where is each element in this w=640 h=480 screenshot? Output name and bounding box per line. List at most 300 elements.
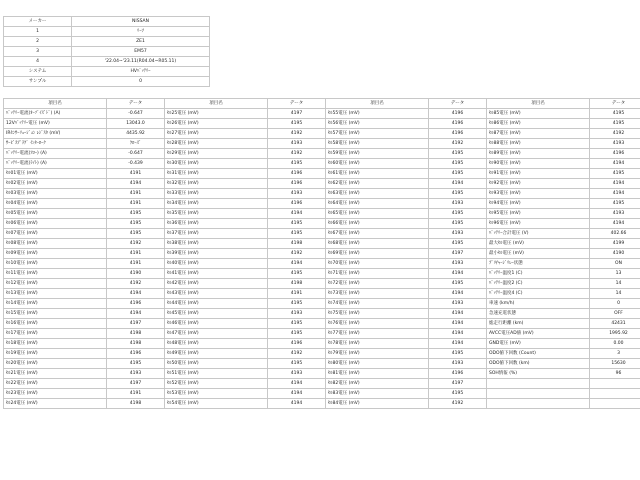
item-name-cell: ｾﾙ25電圧 (mV) <box>165 109 268 119</box>
item-name-cell: ｾﾙ58電圧 (mV) <box>326 139 429 149</box>
item-name-cell: ｾﾙ72電圧 (mV) <box>326 279 429 289</box>
item-value-cell: 4193 <box>429 299 487 309</box>
info-label: サンプル <box>4 77 72 87</box>
info-row <box>4 37 210 47</box>
item-name-cell: ｾﾙ96電圧 (mV) <box>487 219 590 229</box>
item-name-cell: ｾﾙ52電圧 (mV) <box>165 379 268 389</box>
info-row <box>4 77 210 87</box>
table-row <box>4 199 640 209</box>
table-row <box>4 229 640 239</box>
item-value-cell: 4197 <box>107 319 165 329</box>
item-name-cell: 最小ｾﾙ電圧 (mV) <box>487 249 590 259</box>
item-name-cell: ｾﾙ20電圧 (mV) <box>4 359 107 369</box>
vehicle-info-table <box>3 16 210 87</box>
header-data: データ <box>268 99 326 109</box>
item-name-cell: ｾﾙ90電圧 (mV) <box>487 159 590 169</box>
item-name-cell: ｾﾙ49電圧 (mV) <box>165 349 268 359</box>
item-name-cell: ｾﾙ82電圧 (mV) <box>326 379 429 389</box>
item-value-cell: 42431 <box>590 319 640 329</box>
item-value-cell: 4195 <box>107 219 165 229</box>
item-name-cell: ｾﾙ09電圧 (mV) <box>4 249 107 259</box>
item-name-cell: ｾﾙ38電圧 (mV) <box>165 239 268 249</box>
item-name-cell: IRｾﾝｻｰﾘｭｰｼﾞｮﾝ ﾚｼﾞｽﾀ (mV) <box>4 129 107 139</box>
item-value-cell: 4194 <box>429 289 487 299</box>
item-value-cell: 4195 <box>268 359 326 369</box>
item-name-cell: ｾﾙ48電圧 (mV) <box>165 339 268 349</box>
info-label: メーカー <box>4 17 72 27</box>
item-name-cell: ｾﾙ17電圧 (mV) <box>4 329 107 339</box>
item-name-cell: ｾﾙ53電圧 (mV) <box>165 389 268 399</box>
item-name-cell: ｾﾙ51電圧 (mV) <box>165 369 268 379</box>
item-name-cell: AVCC電圧AD値 (mV) <box>487 329 590 339</box>
item-value-cell: 1995.92 <box>590 329 640 339</box>
item-value-cell: 4192 <box>107 279 165 289</box>
info-label: 3 <box>4 47 72 57</box>
item-value-cell: -0.647 <box>107 109 165 119</box>
item-name-cell: ｾﾙ55電圧 (mV) <box>326 109 429 119</box>
item-value-cell: 3 <box>590 349 640 359</box>
item-value-cell: 4192 <box>429 399 487 409</box>
table-row <box>4 179 640 189</box>
item-value-cell: 4192 <box>268 349 326 359</box>
item-value-cell: 4195 <box>429 279 487 289</box>
header-data: データ <box>429 99 487 109</box>
item-value-cell: 4193 <box>107 369 165 379</box>
table-row <box>4 349 640 359</box>
table-row <box>4 359 640 369</box>
item-name-cell: ｾﾙ39電圧 (mV) <box>165 249 268 259</box>
item-value-cell: 4196 <box>268 169 326 179</box>
item-name-cell <box>487 389 590 399</box>
item-value-cell: 4195 <box>268 159 326 169</box>
table-row <box>4 139 640 149</box>
item-value-cell: 14 <box>590 279 640 289</box>
item-value-cell: 4195 <box>107 359 165 369</box>
item-name-cell: SOH情報 (%) <box>487 369 590 379</box>
item-name-cell: ｾﾙ67電圧 (mV) <box>326 229 429 239</box>
item-name-cell: ｾﾙ45電圧 (mV) <box>165 309 268 319</box>
item-value-cell: 4195 <box>429 219 487 229</box>
item-name-cell: ｾﾙ11電圧 (mV) <box>4 269 107 279</box>
item-value-cell: 4194 <box>268 399 326 409</box>
item-name-cell: ｾﾙ54電圧 (mV) <box>165 399 268 409</box>
item-name-cell: ODO値下回数 (Count) <box>487 349 590 359</box>
grid-header-row <box>4 99 640 109</box>
item-value-cell: 4191 <box>107 199 165 209</box>
item-name-cell: ｾﾙ73電圧 (mV) <box>326 289 429 299</box>
item-value-cell: 4193 <box>429 359 487 369</box>
item-name-cell: ｾﾙ13電圧 (mV) <box>4 289 107 299</box>
item-value-cell: 4195 <box>268 299 326 309</box>
table-row <box>4 259 640 269</box>
item-name-cell: 12Vﾊﾞｯﾃﾘｰ電圧 (mV) <box>4 119 107 129</box>
item-name-cell: ｾﾙ50電圧 (mV) <box>165 359 268 369</box>
table-row <box>4 389 640 399</box>
info-label: 4 <box>4 57 72 67</box>
item-name-cell: ｾﾙ35電圧 (mV) <box>165 209 268 219</box>
item-value-cell: 4192 <box>590 129 640 139</box>
item-name-cell: ﾊﾞｯﾃﾘｰ温度1 (C) <box>487 269 590 279</box>
table-row <box>4 309 640 319</box>
item-value-cell: 4195 <box>429 189 487 199</box>
item-value-cell: 4194 <box>590 189 640 199</box>
item-name-cell: ｾﾙ14電圧 (mV) <box>4 299 107 309</box>
item-value-cell: 4195 <box>590 119 640 129</box>
item-value-cell: 4195 <box>268 269 326 279</box>
info-value: 0 <box>72 77 210 87</box>
item-name-cell: ｾﾙ81電圧 (mV) <box>326 369 429 379</box>
item-name-cell: ｾﾙ33電圧 (mV) <box>165 189 268 199</box>
item-name-cell: ｾﾙ68電圧 (mV) <box>326 239 429 249</box>
item-name-cell: ﾊﾞｯﾃﾘｰ温度4 (C) <box>487 289 590 299</box>
item-value-cell: 4194 <box>590 159 640 169</box>
item-name-cell: ｾﾙ06電圧 (mV) <box>4 219 107 229</box>
table-row <box>4 249 640 259</box>
item-name-cell: 総走行距離 (km) <box>487 319 590 329</box>
item-value-cell: 96 <box>590 369 640 379</box>
item-value-cell: 4194 <box>429 319 487 329</box>
item-name-cell: ｾﾙ63電圧 (mV) <box>326 189 429 199</box>
item-name-cell: ｾﾙ40電圧 (mV) <box>165 259 268 269</box>
item-name-cell: ｾﾙ64電圧 (mV) <box>326 199 429 209</box>
item-value-cell: 4198 <box>268 239 326 249</box>
item-value-cell: 4196 <box>107 299 165 309</box>
item-value-cell: 4192 <box>268 249 326 259</box>
item-name-cell: 急速充電状態 <box>487 309 590 319</box>
item-value-cell: 4194 <box>268 389 326 399</box>
table-row <box>4 379 640 389</box>
item-name-cell: ｾﾙ07電圧 (mV) <box>4 229 107 239</box>
item-name-cell: ｾﾙ05電圧 (mV) <box>4 209 107 219</box>
item-value-cell: 4194 <box>268 379 326 389</box>
item-name-cell: ｾﾙ94電圧 (mV) <box>487 199 590 209</box>
item-value-cell: 4195 <box>268 329 326 339</box>
header-item-name: 項目名 <box>487 99 590 109</box>
item-value-cell: 4193 <box>268 309 326 319</box>
item-value-cell: 4197 <box>429 379 487 389</box>
table-row <box>4 289 640 299</box>
item-value-cell: 4192 <box>268 129 326 139</box>
item-value-cell: 4191 <box>107 249 165 259</box>
table-row <box>4 269 640 279</box>
table-row <box>4 299 640 309</box>
item-value-cell: 4196 <box>268 199 326 209</box>
item-value-cell: 4195 <box>590 109 640 119</box>
item-value-cell: 4194 <box>429 329 487 339</box>
item-name-cell: ｾﾙ46電圧 (mV) <box>165 319 268 329</box>
item-name-cell: ｾﾙ80電圧 (mV) <box>326 359 429 369</box>
item-value-cell: 4193 <box>429 229 487 239</box>
item-name-cell: ｾﾙ19電圧 (mV) <box>4 349 107 359</box>
table-row <box>4 219 640 229</box>
item-name-cell: ｾﾙ29電圧 (mV) <box>165 149 268 159</box>
item-value-cell: OFF <box>590 309 640 319</box>
item-value-cell: 4195 <box>590 169 640 179</box>
info-value: NISSAN <box>72 17 210 27</box>
vehicle-info-body <box>4 17 210 87</box>
item-value-cell: 4194 <box>268 209 326 219</box>
item-value-cell: 4195 <box>268 119 326 129</box>
item-value-cell: 4196 <box>268 179 326 189</box>
item-name-cell: ｾﾙ02電圧 (mV) <box>4 179 107 189</box>
item-name-cell: ｾﾙ18電圧 (mV) <box>4 339 107 349</box>
info-label: 2 <box>4 37 72 47</box>
item-value-cell: 4193 <box>590 139 640 149</box>
item-value-cell: 4194 <box>107 309 165 319</box>
item-name-cell: 車速 (km/h) <box>487 299 590 309</box>
header-item-name: 項目名 <box>4 99 107 109</box>
info-row <box>4 47 210 57</box>
item-value-cell: 4194 <box>429 269 487 279</box>
item-name-cell: ｾﾙ15電圧 (mV) <box>4 309 107 319</box>
item-value-cell: 402.66 <box>590 229 640 239</box>
item-name-cell: ｾﾙ42電圧 (mV) <box>165 279 268 289</box>
item-name-cell: ｾﾙ65電圧 (mV) <box>326 209 429 219</box>
item-value-cell: 4195 <box>429 349 487 359</box>
table-row <box>4 399 640 409</box>
item-name-cell: ｾﾙ16電圧 (mV) <box>4 319 107 329</box>
item-name-cell: ｾﾙ95電圧 (mV) <box>487 209 590 219</box>
item-name-cell <box>487 399 590 409</box>
table-row <box>4 319 640 329</box>
item-value-cell: 4197 <box>429 249 487 259</box>
info-label: システム <box>4 67 72 77</box>
item-value-cell: 4195 <box>429 149 487 159</box>
header-item-name: 項目名 <box>326 99 429 109</box>
item-name-cell: ｾﾙ93電圧 (mV) <box>487 189 590 199</box>
item-name-cell: ｾﾙ91電圧 (mV) <box>487 169 590 179</box>
item-value-cell: 13 <box>590 269 640 279</box>
item-name-cell: ｾﾙ76電圧 (mV) <box>326 319 429 329</box>
item-value-cell: 4191 <box>107 189 165 199</box>
item-value-cell: 4198 <box>107 399 165 409</box>
item-name-cell: ｾﾙ41電圧 (mV) <box>165 269 268 279</box>
item-value-cell: 4195 <box>107 229 165 239</box>
item-value-cell <box>590 379 640 389</box>
item-name-cell: ｾﾙ44電圧 (mV) <box>165 299 268 309</box>
info-row <box>4 27 210 37</box>
item-value-cell: -0.647 <box>107 149 165 159</box>
item-name-cell: ｾﾙ24電圧 (mV) <box>4 399 107 409</box>
item-name-cell: ｾﾙ61電圧 (mV) <box>326 169 429 179</box>
item-value-cell: 4198 <box>107 329 165 339</box>
item-name-cell: ｾﾙ62電圧 (mV) <box>326 179 429 189</box>
item-name-cell: ｾﾙ84電圧 (mV) <box>326 399 429 409</box>
item-value-cell: -0.439 <box>107 159 165 169</box>
item-name-cell: ｾﾙ01電圧 (mV) <box>4 169 107 179</box>
item-name-cell: ｾﾙ32電圧 (mV) <box>165 179 268 189</box>
info-row <box>4 17 210 27</box>
info-row <box>4 67 210 77</box>
item-value-cell: ON <box>590 259 640 269</box>
item-value-cell: 4194 <box>590 219 640 229</box>
info-value: ZE1 <box>72 37 210 47</box>
info-value: ﾘｰﾌ <box>72 27 210 37</box>
info-value: EM57 <box>72 47 210 57</box>
item-value-cell: 4195 <box>268 319 326 329</box>
item-name-cell: 最大ｾﾙ電圧 (mV) <box>487 239 590 249</box>
item-value-cell: 4192 <box>268 149 326 159</box>
item-name-cell: ﾊﾞｯﾃﾘｰ電流(ﾌﾛｰ) (A) <box>4 149 107 159</box>
item-name-cell: ﾊﾞｯﾃﾘｰ電流(ﾗｲﾄ) (A) <box>4 159 107 169</box>
table-row <box>4 159 640 169</box>
item-value-cell: 4194 <box>429 339 487 349</box>
item-value-cell: 4198 <box>268 279 326 289</box>
item-name-cell: ﾌﾟﾘﾁｬｰｼﾞﾘﾚｰ状態 <box>487 259 590 269</box>
item-value-cell: 4195 <box>429 389 487 399</box>
item-value-cell: 4197 <box>107 379 165 389</box>
item-value-cell: 4191 <box>107 389 165 399</box>
item-name-cell: ｾﾙ75電圧 (mV) <box>326 309 429 319</box>
item-name-cell: ｾﾙ79電圧 (mV) <box>326 349 429 359</box>
item-name-cell: ODO値下回数 (km) <box>487 359 590 369</box>
item-value-cell: 4191 <box>268 289 326 299</box>
item-value-cell: 4194 <box>429 179 487 189</box>
table-row <box>4 189 640 199</box>
item-value-cell: 4192 <box>429 139 487 149</box>
item-name-cell: ｾﾙ08電圧 (mV) <box>4 239 107 249</box>
item-value-cell <box>590 389 640 399</box>
item-value-cell: ｸﾛｰｽﾞ <box>107 139 165 149</box>
item-name-cell: ｾﾙ26電圧 (mV) <box>165 119 268 129</box>
table-row <box>4 209 640 219</box>
item-value-cell: 4194 <box>107 289 165 299</box>
item-name-cell: ｾﾙ23電圧 (mV) <box>4 389 107 399</box>
item-name-cell: ｾﾙ60電圧 (mV) <box>326 159 429 169</box>
item-name-cell: ﾊﾞｯﾃﾘｰ合計電圧 (V) <box>487 229 590 239</box>
item-value-cell: 4191 <box>107 169 165 179</box>
table-row <box>4 109 640 119</box>
item-name-cell: ｾﾙ22電圧 (mV) <box>4 379 107 389</box>
item-value-cell: 4194 <box>590 179 640 189</box>
item-name-cell: ｾﾙ69電圧 (mV) <box>326 249 429 259</box>
data-grid-body <box>4 109 640 409</box>
item-value-cell: 4435.92 <box>107 129 165 139</box>
table-row <box>4 119 640 129</box>
item-name-cell: ｾﾙ27電圧 (mV) <box>165 129 268 139</box>
item-name-cell: ｾﾙ87電圧 (mV) <box>487 129 590 139</box>
item-value-cell: 4196 <box>429 109 487 119</box>
data-grid-table <box>3 98 640 409</box>
item-value-cell: 4195 <box>429 169 487 179</box>
item-name-cell: ｾﾙ89電圧 (mV) <box>487 149 590 159</box>
item-name-cell: ﾊﾞｯﾃﾘｰ温度2 (C) <box>487 279 590 289</box>
item-value-cell: 4196 <box>429 129 487 139</box>
item-name-cell: ｾﾙ04電圧 (mV) <box>4 199 107 209</box>
item-value-cell: 4195 <box>429 239 487 249</box>
item-value-cell: 4193 <box>590 209 640 219</box>
item-value-cell: 4196 <box>429 119 487 129</box>
item-value-cell: 4199 <box>590 239 640 249</box>
item-value-cell: 4195 <box>590 199 640 209</box>
item-name-cell: ﾊﾞｯﾃﾘｰ電流(ｵｰｿﾞｲｽﾞﾄﾞ) (A) <box>4 109 107 119</box>
item-name-cell: ｾﾙ59電圧 (mV) <box>326 149 429 159</box>
item-name-cell: ｾﾙ57電圧 (mV) <box>326 129 429 139</box>
item-name-cell: ｾﾙ30電圧 (mV) <box>165 159 268 169</box>
item-value-cell: 4193 <box>268 189 326 199</box>
item-name-cell: ｾﾙ74電圧 (mV) <box>326 299 429 309</box>
item-name-cell: ｾﾙ92電圧 (mV) <box>487 179 590 189</box>
item-value-cell: 4194 <box>268 259 326 269</box>
item-value-cell: 4193 <box>268 139 326 149</box>
item-name-cell: ｾﾙ56電圧 (mV) <box>326 119 429 129</box>
item-value-cell <box>590 399 640 409</box>
header-data: データ <box>107 99 165 109</box>
item-value-cell: 4198 <box>107 339 165 349</box>
item-value-cell: 4195 <box>429 209 487 219</box>
item-value-cell: 4196 <box>429 369 487 379</box>
item-value-cell: 4193 <box>429 259 487 269</box>
item-value-cell: 15630 <box>590 359 640 369</box>
item-name-cell: ｾﾙ28電圧 (mV) <box>165 139 268 149</box>
item-value-cell: 4195 <box>268 219 326 229</box>
item-name-cell: ｾﾙ88電圧 (mV) <box>487 139 590 149</box>
item-value-cell: 4194 <box>107 179 165 189</box>
item-name-cell: ｾﾙ10電圧 (mV) <box>4 259 107 269</box>
item-name-cell: ｾﾙ31電圧 (mV) <box>165 169 268 179</box>
item-name-cell: ｾﾙ85電圧 (mV) <box>487 109 590 119</box>
item-value-cell: 0 <box>590 299 640 309</box>
item-name-cell: ｾﾙ83電圧 (mV) <box>326 389 429 399</box>
item-value-cell: 4195 <box>429 159 487 169</box>
item-value-cell: 4190 <box>107 269 165 279</box>
table-row <box>4 329 640 339</box>
info-value: '22.04~'23.11(R04.04~R05.11) <box>72 57 210 67</box>
item-name-cell: ｾﾙ43電圧 (mV) <box>165 289 268 299</box>
item-name-cell: ｾﾙ66電圧 (mV) <box>326 219 429 229</box>
item-value-cell: 4193 <box>268 369 326 379</box>
table-row <box>4 339 640 349</box>
item-name-cell <box>487 379 590 389</box>
item-value-cell: 13043.0 <box>107 119 165 129</box>
table-row <box>4 169 640 179</box>
item-name-cell: ｾﾙ37電圧 (mV) <box>165 229 268 239</box>
item-name-cell: ｾﾙ77電圧 (mV) <box>326 329 429 339</box>
item-value-cell: 4196 <box>107 349 165 359</box>
item-name-cell: ｾﾙ78電圧 (mV) <box>326 339 429 349</box>
info-value: HVﾊﾞｯﾃﾘｰ <box>72 67 210 77</box>
header-data: データ <box>590 99 640 109</box>
item-value-cell: 4194 <box>429 309 487 319</box>
item-name-cell: ｾﾙ21電圧 (mV) <box>4 369 107 379</box>
item-name-cell: ｾﾙ03電圧 (mV) <box>4 189 107 199</box>
item-name-cell: ｾﾙ70電圧 (mV) <box>326 259 429 269</box>
item-value-cell: 4192 <box>107 239 165 249</box>
item-value-cell: 4196 <box>590 149 640 159</box>
item-name-cell: ｾﾙ86電圧 (mV) <box>487 119 590 129</box>
item-value-cell: 0.00 <box>590 339 640 349</box>
table-row <box>4 129 640 139</box>
table-row <box>4 239 640 249</box>
item-name-cell: ｾﾙ34電圧 (mV) <box>165 199 268 209</box>
info-row <box>4 57 210 67</box>
item-value-cell: 4190 <box>590 249 640 259</box>
item-value-cell: 4191 <box>107 259 165 269</box>
item-value-cell: 4195 <box>107 209 165 219</box>
item-name-cell: GND電圧 (mV) <box>487 339 590 349</box>
item-name-cell: ｾﾙ36電圧 (mV) <box>165 219 268 229</box>
table-row <box>4 279 640 289</box>
item-value-cell: 14 <box>590 289 640 299</box>
header-item-name: 項目名 <box>165 99 268 109</box>
info-label: 1 <box>4 27 72 37</box>
table-row <box>4 149 640 159</box>
item-value-cell: 4196 <box>268 339 326 349</box>
table-row <box>4 369 640 379</box>
item-name-cell: ｻｰﾋﾞｽﾌﾟﾗｸﾞ ｲﾝﾀｰﾛｰｸ <box>4 139 107 149</box>
item-name-cell: ｾﾙ12電圧 (mV) <box>4 279 107 289</box>
item-value-cell: 4195 <box>268 229 326 239</box>
